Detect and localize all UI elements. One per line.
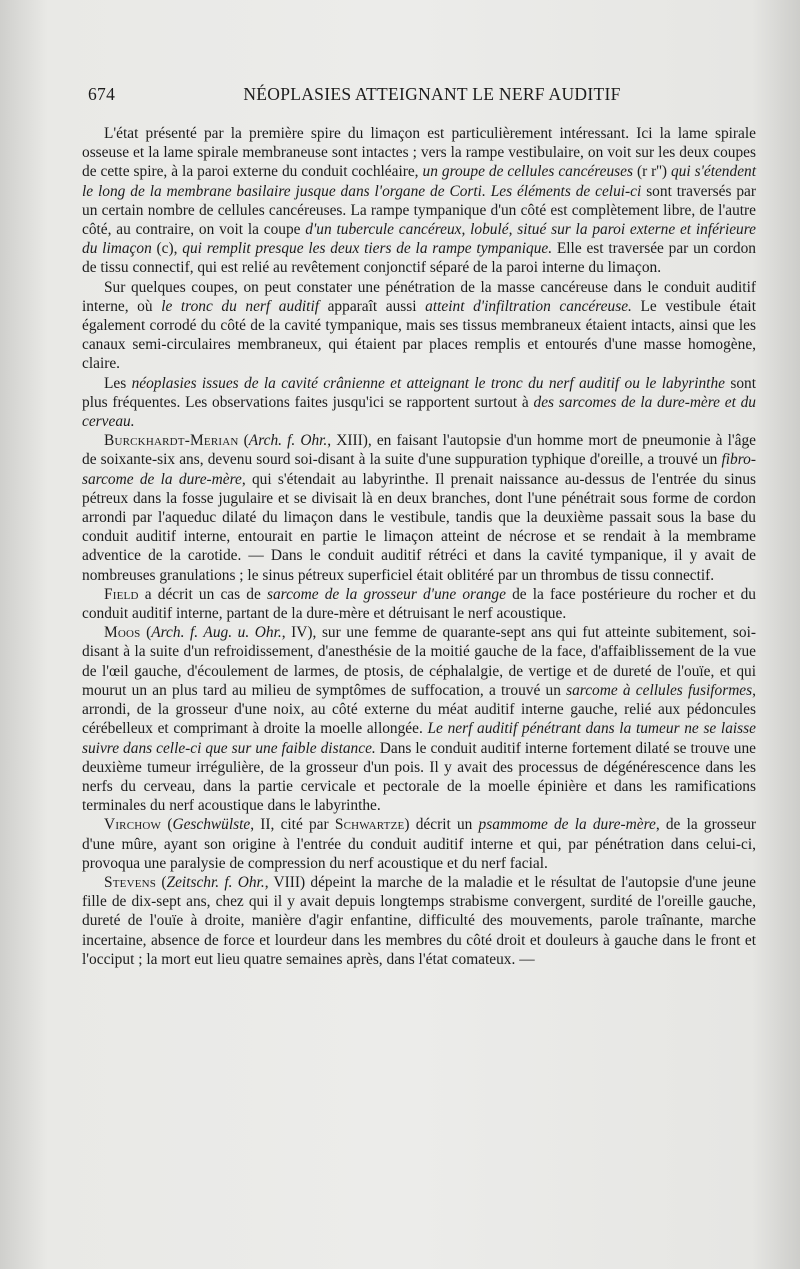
italic-run: Zeitschr. f. Ohr. (166, 873, 265, 891)
text-run: (r r'') (632, 163, 671, 181)
paragraph (82, 124, 756, 278)
paragraph (82, 873, 756, 969)
text-run: Le vestibule était également corrodé du côté de la cavité tympanique, mais ses tissus membraneux étaient intacts, ainsi que les canaux semi-circulaires membraneux, qui étaient par places remplis et entourés d'une masse homogène, claire. (82, 297, 756, 373)
text-run: ) décrit un (404, 816, 479, 834)
text-run: apparaît aussi (319, 297, 426, 315)
body-text (82, 124, 756, 969)
italic-run: néoplasies issues de la cavité crânienne et atteignant le tronc du nerf auditif ou le labyrinthe (131, 374, 725, 392)
paragraph (82, 815, 756, 873)
text-run: sont traversés par un certain nombre de cellules cancéreuses. La rampe tympanique d'un côté est complètement libre, de l'autre côté, au contraire, on voit la coupe (82, 182, 756, 239)
text-run: ( (161, 816, 173, 834)
running-title: NÉOPLASIES ATTEIGNANT LE NERF AUDITIF (243, 84, 621, 104)
text-run: , VIII) dépeint la marche de la maladie et le résultat de l'autopsie d'une jeune fille de dix-sept ans, chez qui il y avait depuis longtemps strabisme convergent, surdité de l'oreille gauche, dureté de l'ouïe à droite, manière d'agir enfantine, difficulté des mouvements, parole traînante, marche incertaine, absence de force et lourdeur dans les membres du côté droit et douleurs à gauche dans le front et l'occiput ; la mort eut lieu quatre semaines après, dans l'état comateux. — (82, 873, 756, 968)
text-run: de la face postérieure du rocher et du conduit auditif interne, partant de la dure-mère et détruisant le nerf acoustique. (82, 585, 756, 623)
italic-run: un groupe de cellules cancéreuses (422, 163, 633, 181)
italic-run: qui remplit presque les deux tiers de la rampe tympanique. (182, 240, 553, 258)
author-name: Stevens (104, 873, 157, 891)
italic-run: sarcome à cellules fusiformes (566, 681, 753, 699)
italic-run: psammome de la dure-mère (478, 816, 656, 834)
text-run: Sur quelques coupes, on peut constater une pénétration de la masse cancéreuse dans le conduit auditif interne, où (82, 278, 756, 315)
italic-run: atteint d'infiltration cancéreuse. (425, 297, 632, 315)
italic-run: fibro-sarcome de la dure-mère (82, 451, 756, 488)
page-header (88, 84, 758, 105)
italic-run: Le nerf auditif pénétrant dans la tumeur ne se laisse suivre dans celle-ci que sur une faible distance. (82, 720, 756, 757)
italic-run: le tronc du nerf auditif (161, 297, 319, 315)
italic-run: Arch. f. Ohr. (248, 432, 328, 450)
text-run: (c), (151, 240, 183, 258)
italic-run: qui s'étendent le long de la membrane basilaire jusque dans l'organe de Corti. Les éléments de celui-ci (82, 163, 757, 200)
text-run: , IV), sur une femme de quarante-sept ans qui fut atteinte subitement, soi-disant à la suite d'un refroidissement, d'anesthésie de la moitié gauche de la face, d'affaiblissement de la vue de l'œil gauche, d'écoulement de larmes, de ptosis, de céphalalgie, de vertige et de dureté de l'ouïe, et qui mourut un an plus tard au milieu de symptômes de suffocation, a trouvé un (82, 624, 756, 699)
author-name: Moos (104, 624, 141, 642)
text-run: , XIII), en faisant l'autopsie d'un homme mort de pneumonie à l'âge de soixante-six ans, devenu sourd soi-disant à la suite d'une suppuration typhique d'oreille, a trouvé un (82, 432, 757, 469)
author-name: Schwartze (334, 816, 405, 834)
text-run: ( (156, 873, 167, 891)
author-name: Burckhardt-Merian (104, 432, 239, 450)
italic-run: sarcome de la grosseur d'une orange (266, 585, 506, 603)
italic-run: Arch. f. Aug. u. Ohr. (151, 624, 282, 642)
text-run: L'état présenté par la première spire du limaçon est particulièrement intéressant. Ici la lame spirale osseuse et la lame spirale membraneuse sont intactes ; vers la rampe vestibulaire, on voit sur les deux coupes de cette spire, à la paroi externe du conduit cochléaire, (82, 125, 756, 181)
text-run: , de la grosseur d'une mûre, ayant son origine à l'entrée du conduit auditif interne et qui, par pénétration dans celui-ci, provoqua une paralysie de compression du nerf acoustique et du nerf facial. (82, 816, 757, 872)
text-run: sont plus fréquentes. Les observations faites jusqu'ici se rapportent surtout à (82, 374, 756, 411)
italic-run: des sarcomes de la dure-mère et du cerveau. (82, 393, 756, 431)
text-run: , qui s'étendait au labyrinthe. Il prenait naissance au-dessus de l'entrée du sinus pétreux dans la fosse jugulaire et se divisait là en deux branches, dont l'une pénétrait sous forme de cordon arrondi par l'aqueduc dilaté du limaçon dans le vestibule, tandis que la deuxième passait sous la base du conduit auditif interne, entourait en partie le limaçon atteint de nécrose et se rendait à la membrame adventice de la carotide. — Dans le conduit auditif rétréci et dans la cavité tympanique, il y avait de nombreuses granulations ; le sinus pétreux superficiel était oblitéré par un thrombus de tissu connectif. (82, 470, 757, 584)
text-run: ( (140, 624, 152, 642)
text-run: Les (104, 374, 132, 392)
text-run: , II, cité par (250, 816, 335, 834)
author-name: Virchow (104, 816, 162, 834)
text-run: , arrondi, de la grosseur d'une noix, au côté externe du méat auditif interne gauche, relié aux pédoncules cérébelleux et comprimant à droite la moelle allongée. (82, 681, 756, 738)
paragraph (82, 278, 756, 374)
italic-run: Geschwülste (172, 816, 251, 834)
paragraph (82, 623, 756, 815)
text-run: Elle est traversée par un cordon de tissu connectif, qui est relié au revêtement conjonctif séparé de la paroi interne du limaçon. (82, 240, 757, 277)
paragraph (82, 374, 756, 432)
text-run: Dans le conduit auditif interne fortement dilaté se trouve une deuxième tumeur irrégulière, de la grosseur d'un pois. Il y avait des processus de dégénérescence dans les nerfs du cerveau, dans la partie cervicale et pectorale de la moelle épinière et dans les ramifications terminales du nerf acoustique dans le labyrinthe. (82, 739, 756, 815)
paragraph (82, 585, 756, 623)
paragraph (82, 431, 756, 585)
text-run: a décrit un cas de (138, 585, 267, 603)
page-number: 674 (88, 84, 116, 104)
text-run: ( (238, 432, 249, 450)
author-name: Field (104, 585, 139, 603)
italic-run: d'un tubercule cancéreux, lobulé, situé sur la paroi externe et inférieure du limaçon (82, 221, 756, 258)
